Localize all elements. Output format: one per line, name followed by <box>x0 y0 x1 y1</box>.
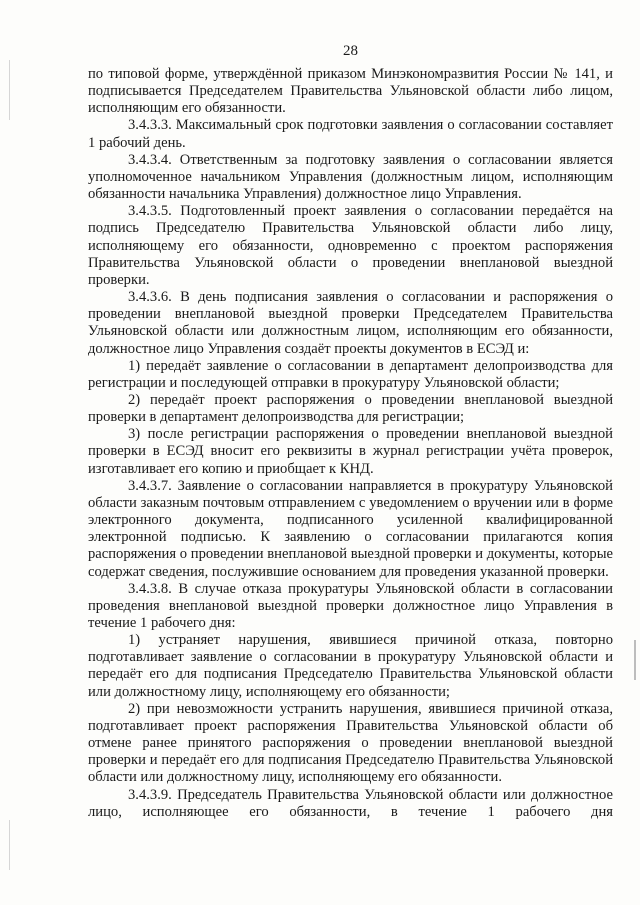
document-body <box>88 66 613 821</box>
list-item: 2) при невозможности устранить нарушения, явившиеся причиной отказа, подготавливает проект распоряжения Правительства Ульяновской области об отмене ранее принятого распоряжения о проведении внеплановой выездной проверки и передаёт его для подписания Председателю Правительства Ульяновской области или должностному лицу, исполняющему его обязанности. <box>88 700 613 786</box>
scan-edge-mark <box>9 60 10 120</box>
scan-edge-mark <box>634 640 636 680</box>
paragraph: 3.4.3.8. В случае отказа прокуратуры Ульяновской области в согласовании проведения внеплановой выездной проверки должностное лицо Управления в течение 1 рабочего дня: <box>88 580 613 631</box>
page-number: 28 <box>343 43 358 59</box>
list-item: 3) после регистрации распоряжения о проведении внеплановой выездной проверки в ЕСЭД вносит его реквизиты в журнал регистрации учёта проверок, изготавливает его копию и приобщает к КНД. <box>88 426 613 477</box>
list-item: 1) устраняет нарушения, явившиеся причиной отказа, повторно подготавливает заявление о согласовании в прокуратуру Ульяновской области и передаёт его для подписания Председателю Правительства Ульяновской области или должностному лицу, исполняющему его обязанности; <box>88 632 613 700</box>
paragraph: по типовой форме, утверждённой приказом Минэкономразвития России № 141, и подписывается Председателем Правительства Ульяновской области либо лицом, исполняющим его обязанности. <box>88 66 613 117</box>
scan-edge-mark <box>9 820 10 870</box>
paragraph: 3.4.3.9. Председатель Правительства Ульяновской области или должностное лицо, исполняющее его обязанности, в течение 1 рабочего дня <box>88 786 613 820</box>
paragraph: 3.4.3.6. В день подписания заявления о согласовании и распоряжения о проведении внеплановой выездной проверки Председателем Правительства Ульяновской области или должностным лицом, исполняющим его обязанности, должностное лицо Управления создаёт проекты документов в ЕСЭД и: <box>88 289 613 357</box>
paragraph: 3.4.3.3. Максимальный срок подготовки заявления о согласовании составляет 1 рабочий день. <box>88 117 613 151</box>
list-item: 2) передаёт проект распоряжения о проведении внеплановой выездной проверки в департамент делопроизводства для регистрации; <box>88 391 613 426</box>
list-item: 1) передаёт заявление о согласовании в департамент делопроизводства для регистрации и последующей отправки в прокуратуру Ульяновской области; <box>88 357 613 391</box>
paragraph: 3.4.3.5. Подготовленный проект заявления о согласовании передаётся на подпись Председателю Правительства Ульяновской области либо лицу, исполняющему его обязанности, одновременно с проектом распоряжения Правительства Ульяновской области о проведении внеплановой выездной проверки. <box>88 203 613 288</box>
paragraph: 3.4.3.4. Ответственным за подготовку заявления о согласовании является уполномоченное начальником Управления (должностным лицом, исполняющим обязанности начальника Управления) должностное лицо Управления. <box>88 151 613 203</box>
page <box>88 0 613 905</box>
paragraph: 3.4.3.7. Заявление о согласовании направляется в прокуратуру Ульяновской области заказным почтовым отправлением с уведомлением о вручении или в форме электронного документа, подписанного усиленной квалифицированной электронной подписью. К заявлению о согласовании прилагаются копия распоряжения о проведении внеплановой выездной проверки и документы, которые содержат сведения, послужившие основанием для проведения указанной проверки. <box>88 477 613 580</box>
